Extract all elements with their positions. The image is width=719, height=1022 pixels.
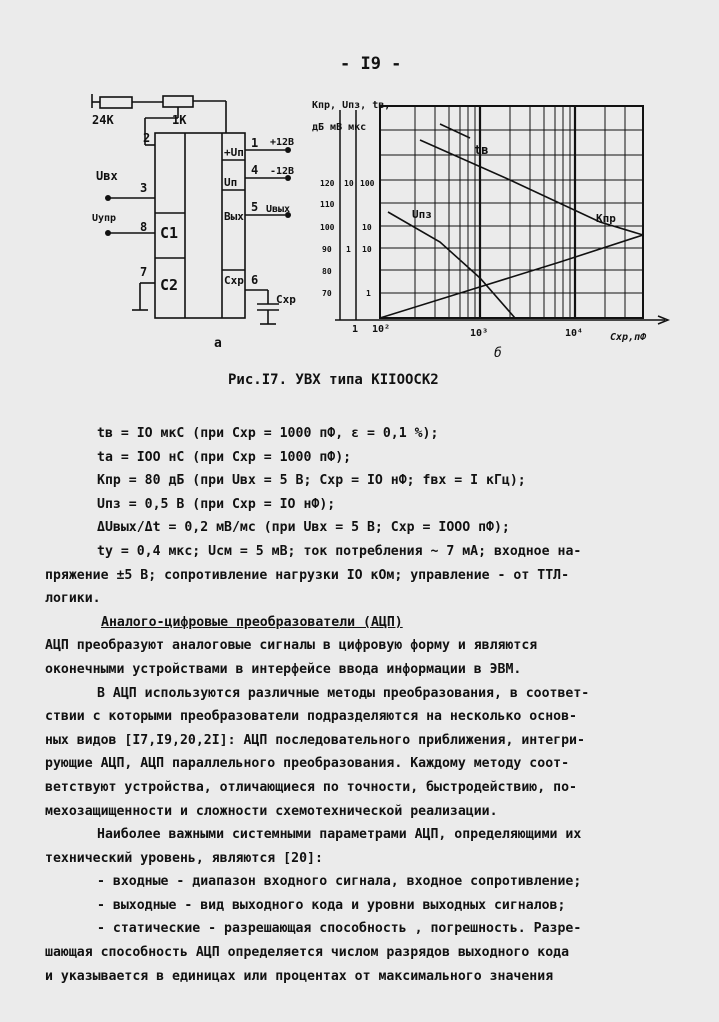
curve-tv-label: tв — [474, 143, 489, 157]
resistor-24k — [100, 97, 132, 108]
text-line: технический уровень, являются [20]: — [45, 850, 323, 866]
x-axis-label: Cхр,пФ — [610, 332, 647, 343]
left-tick-110: 110 — [320, 200, 335, 209]
pin-8-label: 8 — [140, 220, 148, 234]
param-symbol: tа — [97, 449, 113, 465]
right-tick-1: 1 — [366, 289, 371, 298]
text-line: АЦП преобразуют аналоговые сигналы в цифровую форму и являются — [45, 638, 538, 654]
text-line: оконечными устройствами в интерфейсе ввода информации в ЭВМ. — [45, 661, 522, 677]
right-tick-100: 100 — [360, 179, 375, 188]
graph-axis-units: дБ мВ мкс — [312, 122, 367, 133]
text-line: Наиболее важными системными параметрами АЦП, определяющими их — [97, 827, 582, 843]
param-line — [97, 540, 687, 564]
figure-sub-a: а — [214, 336, 222, 351]
param-value: = IO мкС (при Cхр = 1000 пФ, ε = 0,1 %); — [112, 426, 439, 441]
x-tick-1000: 10³ — [470, 328, 489, 339]
graph-plot — [335, 106, 668, 324]
right-tick-10a: 10 — [362, 223, 372, 232]
output-label: Uвых — [266, 204, 291, 215]
right-tick-10b: 10 — [362, 245, 372, 254]
control-label: Uупр — [92, 213, 117, 224]
curve-upz-label: Uпз — [412, 208, 432, 221]
text-line: ветствуют устройства, отличающиеся по точности, быстродействию, по- — [45, 779, 577, 795]
param-line — [97, 469, 687, 493]
input-label: Uвх — [96, 169, 118, 183]
param-value: = 0,2 мВ/мс (при Uвх = 5 В; Cхр = IOOO пФ); — [160, 520, 510, 536]
param-line — [97, 446, 687, 470]
resistor-1-label: 24K — [92, 113, 114, 127]
param-symbol: ty — [97, 543, 113, 559]
curve-kpr-label: Kпр — [596, 212, 616, 225]
block-chr-label: Схр — [224, 274, 244, 287]
param-line — [97, 516, 687, 540]
text-line: рующие АЦП, АЦП параллельного преобразования. Каждому методу соот- — [45, 756, 570, 772]
x-tick-1: 1 — [352, 324, 359, 335]
left-tick-70: 70 — [322, 289, 332, 298]
supply-pos-label: +12В — [270, 137, 295, 148]
resistor-1k — [163, 96, 193, 107]
text-line: пряжение ±5 В; сопротивление нагрузки IO кОм; управление - от ТТЛ- — [45, 567, 570, 583]
page-text — [45, 422, 687, 988]
list-item: - выходные - вид выходного кода и уровни выходных сигналов; — [97, 897, 566, 913]
left-tick-100: 100 — [320, 223, 335, 232]
pin-7-label: 7 — [140, 265, 148, 279]
mid-tick-1: 1 — [346, 245, 351, 254]
text-line: и указывается в единицах или процентах от максимального значения — [45, 968, 554, 984]
pin-4-label: 4 — [251, 163, 259, 177]
text-line: шающая способность АЦП определяется числом разрядов выходного кода — [45, 945, 570, 961]
pin-1-label: 1 — [251, 136, 259, 150]
resistor-2-label: 1K — [172, 113, 187, 127]
param-symbol: tв — [97, 426, 113, 441]
mid-tick-10: 10 — [344, 179, 354, 188]
figure-17 — [0, 0, 719, 400]
block-vplus-label: +Uп — [224, 146, 244, 159]
list-item: - входные - диапазон входного сигнала, входное сопротивление; — [97, 874, 582, 890]
block-out-label: Вых — [224, 210, 244, 223]
section-heading: Аналого-цифровые преобразователи (АЦП) — [101, 614, 403, 630]
pin-2-label: 2 — [143, 131, 151, 145]
page-number: - I9 - — [340, 54, 402, 74]
param-value: = 0,5 В (при Cхр = IO нФ); — [120, 496, 336, 512]
param-symbol: Kпр — [97, 473, 121, 489]
text-line: ствии с которыми преобразователи подразделяются на несколько основ- — [45, 709, 577, 725]
left-tick-80: 80 — [322, 267, 332, 276]
list-item: - статические - разрешающая способность , погрешность. Разре- — [97, 921, 582, 937]
pin-3-label: 3 — [140, 181, 148, 195]
x-tick-10000: 10⁴ — [565, 328, 584, 339]
block-c1-label: C1 — [160, 224, 179, 242]
pin-6-label: 6 — [251, 273, 259, 287]
left-tick-120: 120 — [320, 179, 335, 188]
curve-upz — [388, 212, 515, 318]
text-line: В АЦП используются различные методы преобразования, в соответ- — [97, 685, 590, 701]
capacitor-label: Cхр — [276, 293, 296, 306]
param-value: = 80 дБ (при Uвх = 5 В; Cхр = IO нФ; fвх = I кГц); — [120, 473, 526, 489]
left-tick-90: 90 — [322, 245, 332, 254]
param-line — [97, 422, 687, 446]
text-line: ных видов [I7,I9,20,2I]: АЦП последовательного приближения, интегри- — [45, 732, 585, 748]
param-value: = 0,4 мкс; Uсм = 5 мВ; ток потребления ~ 7 мА; входное на- — [112, 543, 582, 559]
figure-sub-b: б — [494, 346, 502, 361]
x-tick-100: 10² — [372, 324, 391, 335]
text-line: логики. — [45, 591, 101, 607]
param-symbol: ΔUвых/Δt — [97, 520, 161, 536]
block-vminus-label: Uп — [224, 176, 238, 189]
block-c2-label: C2 — [160, 276, 179, 294]
param-line — [97, 493, 687, 517]
param-symbol: Uпз — [97, 496, 121, 512]
text-line: мехозащищенности и сложности схемотехнической реализации. — [45, 803, 498, 819]
param-value: = IOO нС (при Cхр = 1000 пФ); — [112, 449, 352, 465]
pin-5-label: 5 — [251, 200, 259, 214]
curve-kpr — [380, 235, 643, 318]
figure-drawing — [0, 0, 719, 400]
graph-axis-header: Kпр, Uпз, tв, — [312, 100, 391, 111]
supply-neg-label: -12В — [270, 166, 295, 177]
figure-caption: Рис.I7. УВХ типа КIIООСК2 — [228, 372, 439, 388]
curve-tv-fragment — [440, 124, 470, 138]
